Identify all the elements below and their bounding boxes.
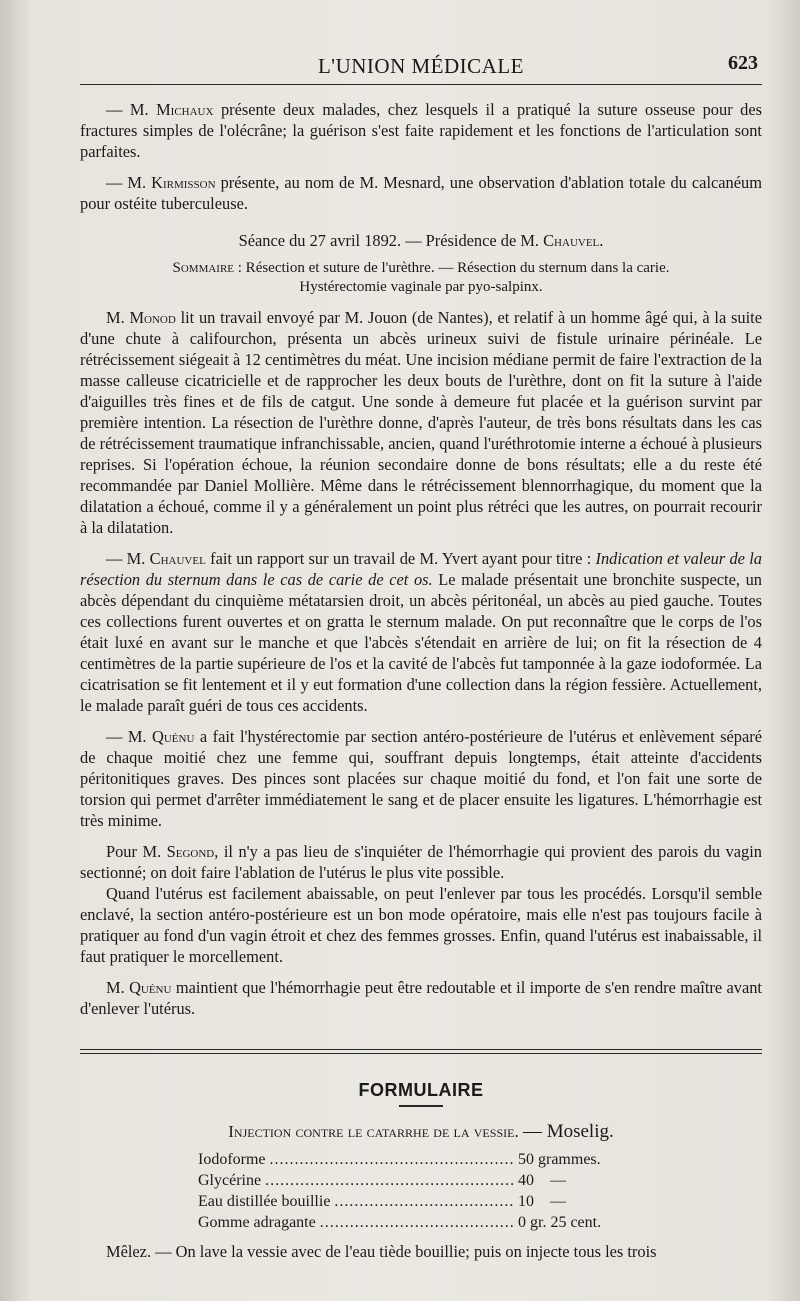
author-name: Quénu — [129, 978, 172, 997]
ingredient-quantity: 10 — — [518, 1193, 566, 1210]
ingredient-quantity: 40 — — [518, 1172, 566, 1189]
session-line — [80, 230, 762, 251]
running-header — [80, 52, 762, 85]
page-number: 623 — [728, 52, 758, 74]
paragraph-monod: M. Monod lit un travail envoyé par M. Jouon (de Nantes), et relatif à un homme âgé qui, à la suite d'une chute à califourchon, présenta un abcès urineux suivi de fistule urinaire périnéale. Le rétrécissement siégeait à 12 centimètres du méat. Une incision médiane permit de faire l'extraction de la masse calleuse cicatricielle et de rapprocher les deux bouts de l'urèthre, dont on fit la suture à l'aide d'aiguilles très fines et de fils de catgut. Une sonde à demeure fut placée et la guérison survint par première intention. La résection de l'urèthre donne, d'après l'auteur, de très bons résultats dans les cas de rétrécissement traumatique infranchissable, ancien, quand l'uréthrotomie interne a échoué à plusieurs reprises. Si l'opération échoue, la réunion secondaire donne de bons résultats; elle a du reste été recommandée par Daniel Mollière. Même dans le rétrécissement blennorrhagique, du moment que la dilatation a échoué, comme il y a généralement un point plus rétréci que les autres, on pourrait recourir à la dilatation. — [80, 308, 762, 537]
paragraph-kirmisson: — M. Kirmisson présente, au nom de M. Mesnard, une observation d'ablation totale du calcanéum pour ostéite tuberculeuse. — [80, 173, 762, 213]
paragraph-text: fait un rapport sur un travail de M. Yvert ayant pour titre : — [210, 549, 592, 568]
closing-instruction: Mêlez. — On lave la vessie avec de l'eau tiède bouillie; puis on injecte tous les trois — [106, 1242, 657, 1261]
section-divider — [80, 1049, 762, 1054]
ingredient-row — [198, 1212, 648, 1233]
author-name: Quénu — [152, 727, 195, 746]
paragraph-text: présente, au nom de M. Mesnard, une observation d'ablation totale du calcanéum pour ostéite tuberculeuse. — [80, 173, 762, 213]
recipe-author: — Moselig. — [522, 1121, 614, 1142]
ingredient-quantity: 50 grammes. — [518, 1151, 601, 1168]
leader-dots — [334, 1191, 514, 1212]
recipe-title — [80, 1121, 762, 1143]
ingredient-row — [198, 1191, 648, 1212]
paragraph-text: lit un travail envoyé par M. Jouon (de Nantes), et relatif à un homme âgé qui, à la suite d'une chute à califourchon, présenta un abcès urineux suivi de fistule urinaire périnéale. Le rétrécissement siégeait à 12 centimètres du méat. Une incision médiane permit de faire l'extraction de la masse calleuse cicatricielle et de rapprocher les deux bouts de l'urèthre, dont on fit la suture à l'aide d'aiguilles très fines et de fils de catgut. Une sonde à demeure fut placée et la guérison survint par première intention. La résection de l'urèthre donne, d'après l'auteur, de très bons résultats dans les cas de rétrécissement traumatique infranchissable, ancien, quand l'uréthrotomie interne a échoué à plusieurs reprises. Si l'opération échoue, la réunion secondaire donne de bons résultats; elle a du reste été recommandée par Daniel Mollière. Même dans le rétrécissement blennorrhagique, du moment que la dilatation a échoué, comme il y a généralement un point plus rétréci que les autres, on pourrait recourir à la dilatation. — [80, 308, 762, 537]
ingredient-list — [198, 1149, 648, 1233]
ingredient-name: Eau distillée bouillie — [198, 1193, 331, 1210]
ingredient-quantity: 0 gr. 25 cent. — [518, 1214, 602, 1231]
paragraph-segond — [80, 841, 762, 883]
paragraph-chauvel: — M. Chauvel fait un rapport sur un travail de M. Yvert ayant pour titre : Indication et valeur de la résection du sternum dans le cas de carie de cet os. Le malade présentait une bronchite suspecte, un abcès dépendant du cinquième métatarsien droit, un abcès péritonéal, un abcès au pied gauche. Toutes ces collections furent ouvertes et on gratta le sternum malade. On put reconnaître que le corps de l'os était luxé en avant sur le manche et que l'abcès s'étendait en arrière de lui; on fit la résection de 4 centimètres de la partie supérieure de l'os et la cavité de l'abcès fut tamponnée à la gaze iodoformée. La cicatrisation se fit lentement et il y eut formation d'une collection dans la région fessière. Actuellement, le malade paraît guéri de tous ces accidents. — [80, 549, 762, 715]
section-heading: FORMULAIRE — [358, 1080, 484, 1100]
summary-block — [80, 259, 762, 297]
leader-dots — [265, 1170, 514, 1191]
recipe-name: Injection contre le catarrhe de la vessie. — [228, 1122, 519, 1141]
summary-label: Sommaire — [172, 260, 235, 276]
paragraph-text: a fait l'hystérectomie par section antéro-postérieure de l'utérus et enlèvement séparé de chaque moitié chez une femme qui, souffrant depuis longtemps, était atteinte d'accidents péritonitiques graves. Des pinces sont placées sur chaque moitié du fond, et l'on fait une sorte de torsion qui permet d'arrêter immédiatement le sang et de placer ensuite les ligatures. L'hémorrhagie est très minime. — [80, 727, 763, 830]
paragraph-text: , il n'y a pas lieu de s'inquiéter de l'hémorrhagie qui provient des parois du vagin sectionné; on doit faire l'ablation de l'utérus le plus vite possible. — [80, 842, 763, 882]
heading-underline — [399, 1105, 443, 1107]
paragraph-text-continued: Le malade présentait une bronchite suspecte, un abcès dépendant du cinquième métatarsien droit, un abcès péritonéal, un abcès au pied gauche. Toutes ces collections furent ouvertes et on gratta le sternum malade. On put reconnaître que le corps de l'os était luxé en avant sur le manche et que l'abcès s'étendait en arrière de lui; on fit la résection de 4 centimètres de la partie supérieure de l'os et la cavité de l'abcès fut tamponnée à la gaze iodoformée. La cicatrisation se fit lentement et il y eut formation d'une collection dans la région fessière. Actuellement, le malade paraît guéri de tous ces accidents. — [80, 570, 762, 715]
ingredient-row — [198, 1149, 648, 1170]
journal-title: L'UNION MÉDICALE — [317, 54, 524, 78]
paragraph-michaux: — M. Michaux présente deux malades, chez lesquels il a pratiqué la suture osseuse pour des fractures simples de l'olécrâne; la guérison s'est faite rapidement et les fonctions de l'articulation sont parfaites. — [80, 100, 763, 161]
ingredient-name: Iodoforme — [198, 1151, 266, 1168]
leader-dots — [270, 1149, 514, 1170]
author-name: Michaux — [156, 100, 214, 119]
ingredient-name: Glycérine — [198, 1172, 262, 1189]
president-name: Chauvel — [543, 231, 600, 250]
summary-line-1: : Résection et suture de l'urèthre. — Résection du sternum dans la carie. — [237, 260, 670, 276]
summary-line-2: Hystérectomie vaginale par pyo-salpinx. — [299, 279, 543, 295]
paragraph-text: maintient que l'hémorrhagie peut être redoutable et il importe de s'en rendre maître avant d'enlever l'utérus. — [80, 978, 762, 1018]
paragraph-text: présente deux malades, chez lesquels il a pratiqué la suture osseuse pour des fractures simples de l'olécrâne; la guérison s'est faite rapidement et les fonctions de l'articulation sont parfaites. — [80, 100, 763, 161]
author-name: Monod — [129, 308, 176, 327]
work-title: Indication et valeur de la résection du sternum dans le cas de carie de cet os. — [80, 549, 762, 589]
paragraph-quenu-reply: M. Quénu maintient que l'hémorrhagie peut être redoutable et il importe de s'en rendre maître avant d'enlever l'utérus. — [80, 978, 762, 1018]
author-name: Chauvel — [149, 549, 206, 568]
paragraph-uterus: Quand l'utérus est facilement abaissable, on peut l'enlever par tous les procédés. Lorsqu'il semble enclavé, la section antéro-postérieure est un bon mode opératoire, mais elle n'est pas toujours facile à pratiquer au fond d'un vagin étroit et chez des femmes grosses. Enfin, quand l'utérus est inabaissable, il faut pratiquer le morcellement. — [80, 884, 762, 966]
session-text: Séance du 27 avril 1892. — Présidence de M. — [238, 231, 540, 250]
paragraph-prefix: Pour M. — [106, 842, 162, 861]
author-name: Segond — [166, 842, 215, 861]
author-name: Kirmisson — [151, 173, 216, 192]
session-period: . — [599, 231, 604, 250]
ingredient-row — [198, 1170, 648, 1191]
ingredient-name: Gomme adragante — [198, 1214, 316, 1231]
leader-dots — [320, 1212, 514, 1233]
paragraph-quenu: — M. Quénu a fait l'hystérectomie par section antéro-postérieure de l'utérus et enlèvement séparé de chaque moitié chez une femme qui, souffrant depuis longtemps, était atteinte d'accidents péritonitiques graves. Des pinces sont placées sur chaque moitié du fond, et l'on fait une sorte de torsion qui permet d'arrêter immédiatement le sang et de placer ensuite les ligatures. L'hémorrhagie est très minime. — [80, 727, 763, 830]
